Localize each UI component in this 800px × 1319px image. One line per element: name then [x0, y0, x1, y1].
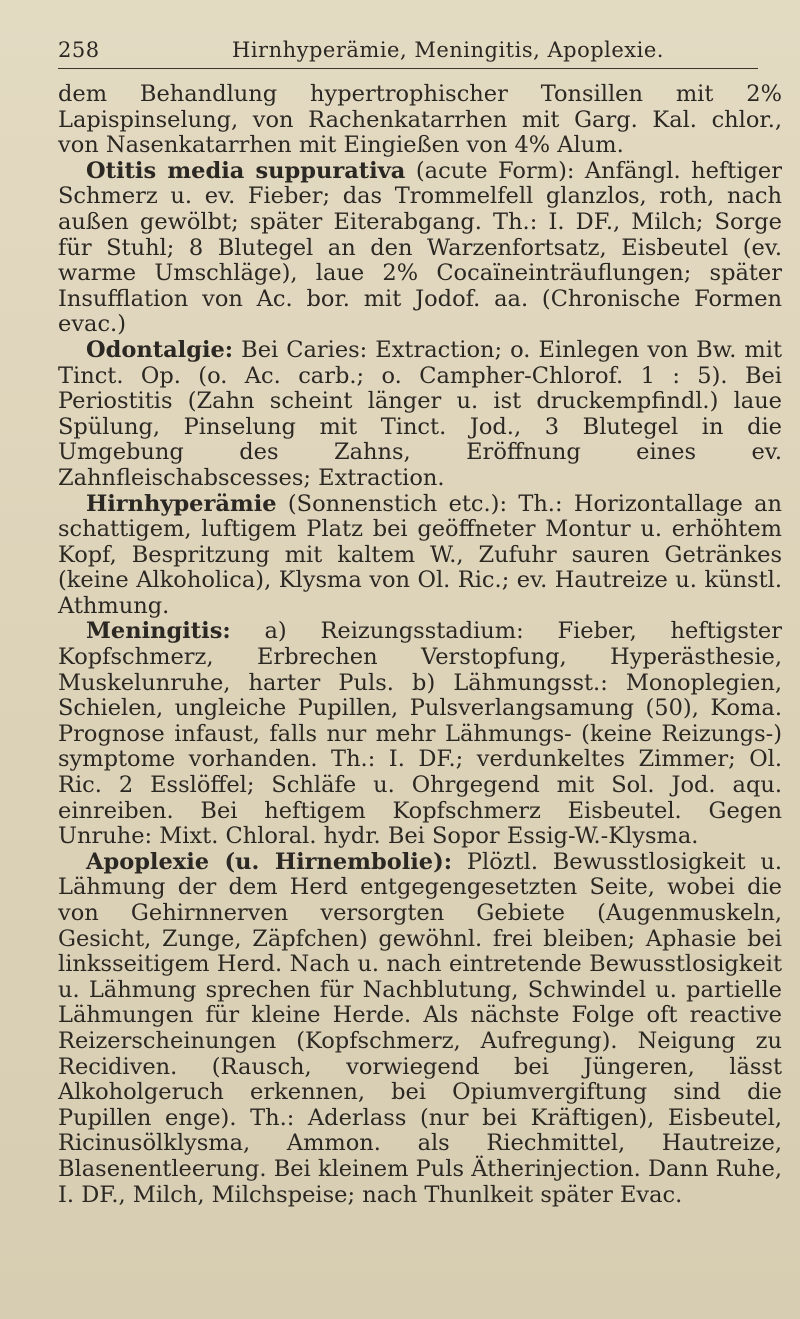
paragraph-text: Bei Caries: Extraction; o. Einlegen von Bw. mit Tinct. Op. (o. Ac. carb.; o. Campher-Chlorof. 1 : 5). Bei Periostitis (Zahn scheint länger u. ist druckempfindl.) laue Spülung, Pinselung mit Tinct. Jod., 3 Blutegel in die Umgebung des Zahns, Eröffnung eines ev. Zahnfleischabscesses; Extraction.	[58, 336, 782, 491]
paragraph-text: dem Behandlung hypertrophischer Tonsillen mit 2% Lapispinselung, von Rachenkatarrhen mit Garg. Kal. chlor., von Nasenkatarrhen mit Eingießen von 4% Alum.	[58, 81, 782, 159]
paragraph-meningitis	[58, 619, 782, 849]
paragraph-heading: Odontalgie:	[86, 336, 234, 363]
paragraph-text: Plöztl. Bewusstlosigkeit u. Lähmung der dem Herd entgegengesetzten Seite, wobei die von Gehirnnerven versorgten Gebiete (Augenmuskeln, Gesicht, Zunge, Zäpfchen) gewöhnl. frei bleiben; Aphasie bei linksseitigem Herd. Nach u. nach eintretende Bewusstlosigkeit u. Lähmung sprechen für Nachblutung, Schwindel u. partielle Lähmungen für kleine Herde. Als nächste Folge oft reactive Reizerscheinungen (Kopfschmerz, Aufregung). Neigung zu Recidiven. (Rausch, vorwiegend bei Jüngeren, lässt Alkoholgeruch erkennen, bei Opiumvergiftung sind die Pupillen enge). Th.: Aderlass (nur bei Kräftigen), Eisbeutel, Ricinusölklysma, Ammon. als Riechmittel, Hautreize, Blasenentleerung. Bei kleinem Puls Ätherinjection. Dann Ruhe, I. DF., Milch, Milchspeise; nach Thunlkeit später Evac.	[58, 848, 782, 1208]
paragraph-apoplexie	[58, 850, 782, 1208]
paragraph-hirnhyperaemie	[58, 492, 782, 620]
paragraph-heading: Apoplexie (u. Hirnembolie):	[86, 848, 453, 875]
body-text	[58, 82, 782, 1208]
page-number: 258	[58, 38, 100, 62]
paragraph-otitis	[58, 159, 782, 338]
paragraph-text: (Sonnenstich etc.): Th.: Horizontallage an schattigem, luftigem Platz bei geöffneter Montur u. erhöhtem Kopf, Bespritzung mit kaltem W., Zufuhr sauren Getränkes (keine Alkoholica), Klysma von Ol. Ric.; ev. Hautreize u. künstl. Athmung.	[58, 490, 782, 619]
paragraph-heading: Hirnhyperämie	[86, 490, 277, 517]
paragraph-heading: Otitis media suppurativa	[86, 157, 406, 184]
page-header	[58, 34, 758, 69]
paragraph-text: a) Reizungsstadium: Fieber, heftigster Kopfschmerz, Erbrechen Verstopfung, Hyperästhesie, Muskelunruhe, harter Puls. b) Lähmungsst.: Monoplegien, Schielen, ungleiche Pupillen, Pulsverlangsamung (50), Koma. Prognose infaust, falls nur mehr Lähmungs- (keine Reizungs-) symptome vorhanden. Th.: I. DF.; verdunkeltes Zimmer; Ol. Ric. 2 Esslöffel; Schläfe u. Ohrgegend mit Sol. Jod. aqu. einreiben. Bei heftigem Kopfschmerz Eisbeutel. Gegen Unruhe: Mixt. Chloral. hydr. Bei Sopor Essig-W.-Klysma.	[58, 618, 782, 850]
running-title: Hirnhyperämie, Meningitis, Apoplexie.	[232, 38, 664, 62]
paragraph-text: (acute Form): Anfängl. heftiger Schmerz u. ev. Fieber; das Trommelfell glanzlos, roth, nach außen gewölbt; später Eiterabgang. Th.: I. DF., Milch; Sorge für Stuhl; 8 Blutegel an den Warzenfortsatz, Eisbeutel (ev. warme Umschläge), laue 2% Cocaïneinträuflungen; später Insufflation von Ac. bor. mit Jodof. aa. (Chronische Formen evac.)	[58, 157, 783, 338]
paragraph-heading: Meningitis:	[86, 618, 231, 645]
paragraph-odontalgie	[58, 338, 782, 492]
paragraph-tonsillen	[58, 82, 782, 159]
